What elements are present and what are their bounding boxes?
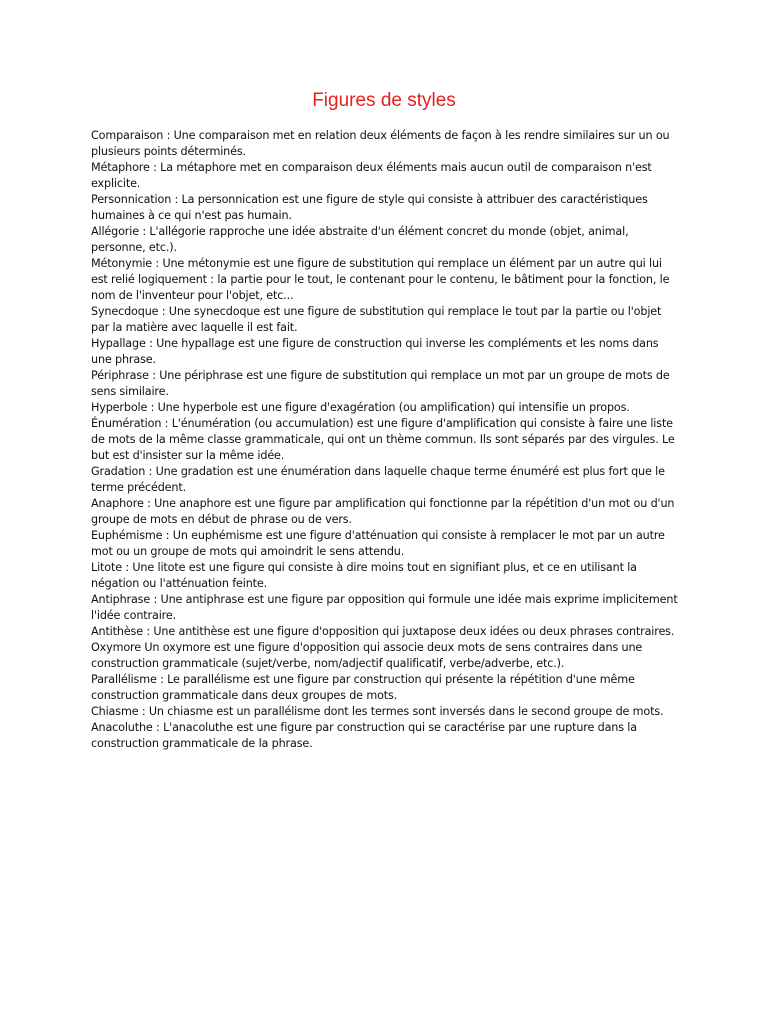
- document-title: Figures de styles: [312, 90, 456, 111]
- paragraph-euphemisme: Euphémisme : Un euphémisme est une figure d'atténuation qui consiste à remplacer le mot par un autre mot ou un groupe de mots qui amoindrit le sens attendu.: [91, 529, 665, 558]
- paragraph-gradation: Gradation : Une gradation est une énumération dans laquelle chaque terme énuméré est plus fort que le terme précédent.: [91, 465, 665, 494]
- paragraph-enumeration: Énumération : L'énumération (ou accumulation) est une figure d'amplification qui consiste à faire une liste de mots de la même classe grammaticale, qui ont un thème commun. Ils sont séparés par des virgules. Le but est d'insister sur la même idée.: [91, 417, 675, 462]
- paragraph-comparaison: Comparaison : Une comparaison met en relation deux éléments de façon à les rendre similaires sur un ou plusieurs points déterminés.: [91, 129, 670, 158]
- paragraph-synecdoque: Synecdoque : Une synecdoque est une figure de substitution qui remplace le tout par la partie ou l'objet par la matière avec laquelle il est fait.: [91, 305, 662, 334]
- paragraph-personnication: Personnication : La personnication est une figure de style qui consiste à attribuer des caractéristiques humaines à ce qui n'est pas humain.: [91, 193, 648, 222]
- paragraph-hypallage: Hypallage : Une hypallage est une figure de construction qui inverse les compléments et les noms dans une phrase.: [91, 337, 659, 366]
- document-body: [91, 128, 681, 752]
- paragraph-oxymore: Oxymore Un oxymore est une figure d'opposition qui associe deux mots de sens contraires dans une construction grammaticale (sujet/verbe, nom/adjectif qualificatif, verbe/adverbe, etc.).: [91, 641, 643, 670]
- paragraph-hyperbole: Hyperbole : Une hyperbole est une figure d'exagération (ou amplification) qui intensifie un propos.: [91, 401, 630, 414]
- paragraph-anacoluthe: Anacoluthe : L'anacoluthe est une figure par construction qui se caractérise par une rupture dans la construction grammaticale de la phrase.: [91, 721, 637, 750]
- paragraph-metaphore: Métaphore : La métaphore met en comparaison deux éléments mais aucun outil de comparaison n'est explicite.: [91, 161, 652, 190]
- paragraph-litote: Litote : Une litote est une figure qui consiste à dire moins tout en signifiant plus, et ce en utilisant la négation ou l'atténuation feinte.: [91, 561, 637, 590]
- paragraph-metonymie: Métonymie : Une métonymie est une figure de substitution qui remplace un élément par un autre qui lui est relié logiquement : la partie pour le tout, le contenant pour le contenu, le bâtiment pour la fonction, le nom de l'inventeur pour l'objet, etc...: [91, 257, 670, 302]
- paragraph-periphrase: Périphrase : Une périphrase est une figure de substitution qui remplace un mot par un groupe de mots de sens similaire.: [91, 369, 670, 398]
- paragraph-parallelisme: Parallélisme : Le parallélisme est une figure par construction qui présente la répétition d'une même construction grammaticale dans deux groupes de mots.: [91, 673, 635, 702]
- paragraph-chiasme: Chiasme : Un chiasme est un parallélisme dont les termes sont inversés dans le second groupe de mots.: [91, 705, 664, 718]
- paragraph-allegorie: Allégorie : L'allégorie rapproche une idée abstraite d'un élément concret du monde (objet, animal, personne, etc.).: [91, 225, 629, 254]
- paragraph-antiphrase: Antiphrase : Une antiphrase est une figure par opposition qui formule une idée mais exprime implicitement l'idée contraire.: [91, 593, 678, 622]
- paragraph-antithese: Antithèse : Une antithèse est une figure d'opposition qui juxtapose deux idées ou deux phrases contraires.: [91, 625, 675, 638]
- paragraph-anaphore: Anaphore : Une anaphore est une figure par amplification qui fonctionne par la répétition d'un mot ou d'un groupe de mots en début de phrase ou de vers.: [91, 497, 675, 526]
